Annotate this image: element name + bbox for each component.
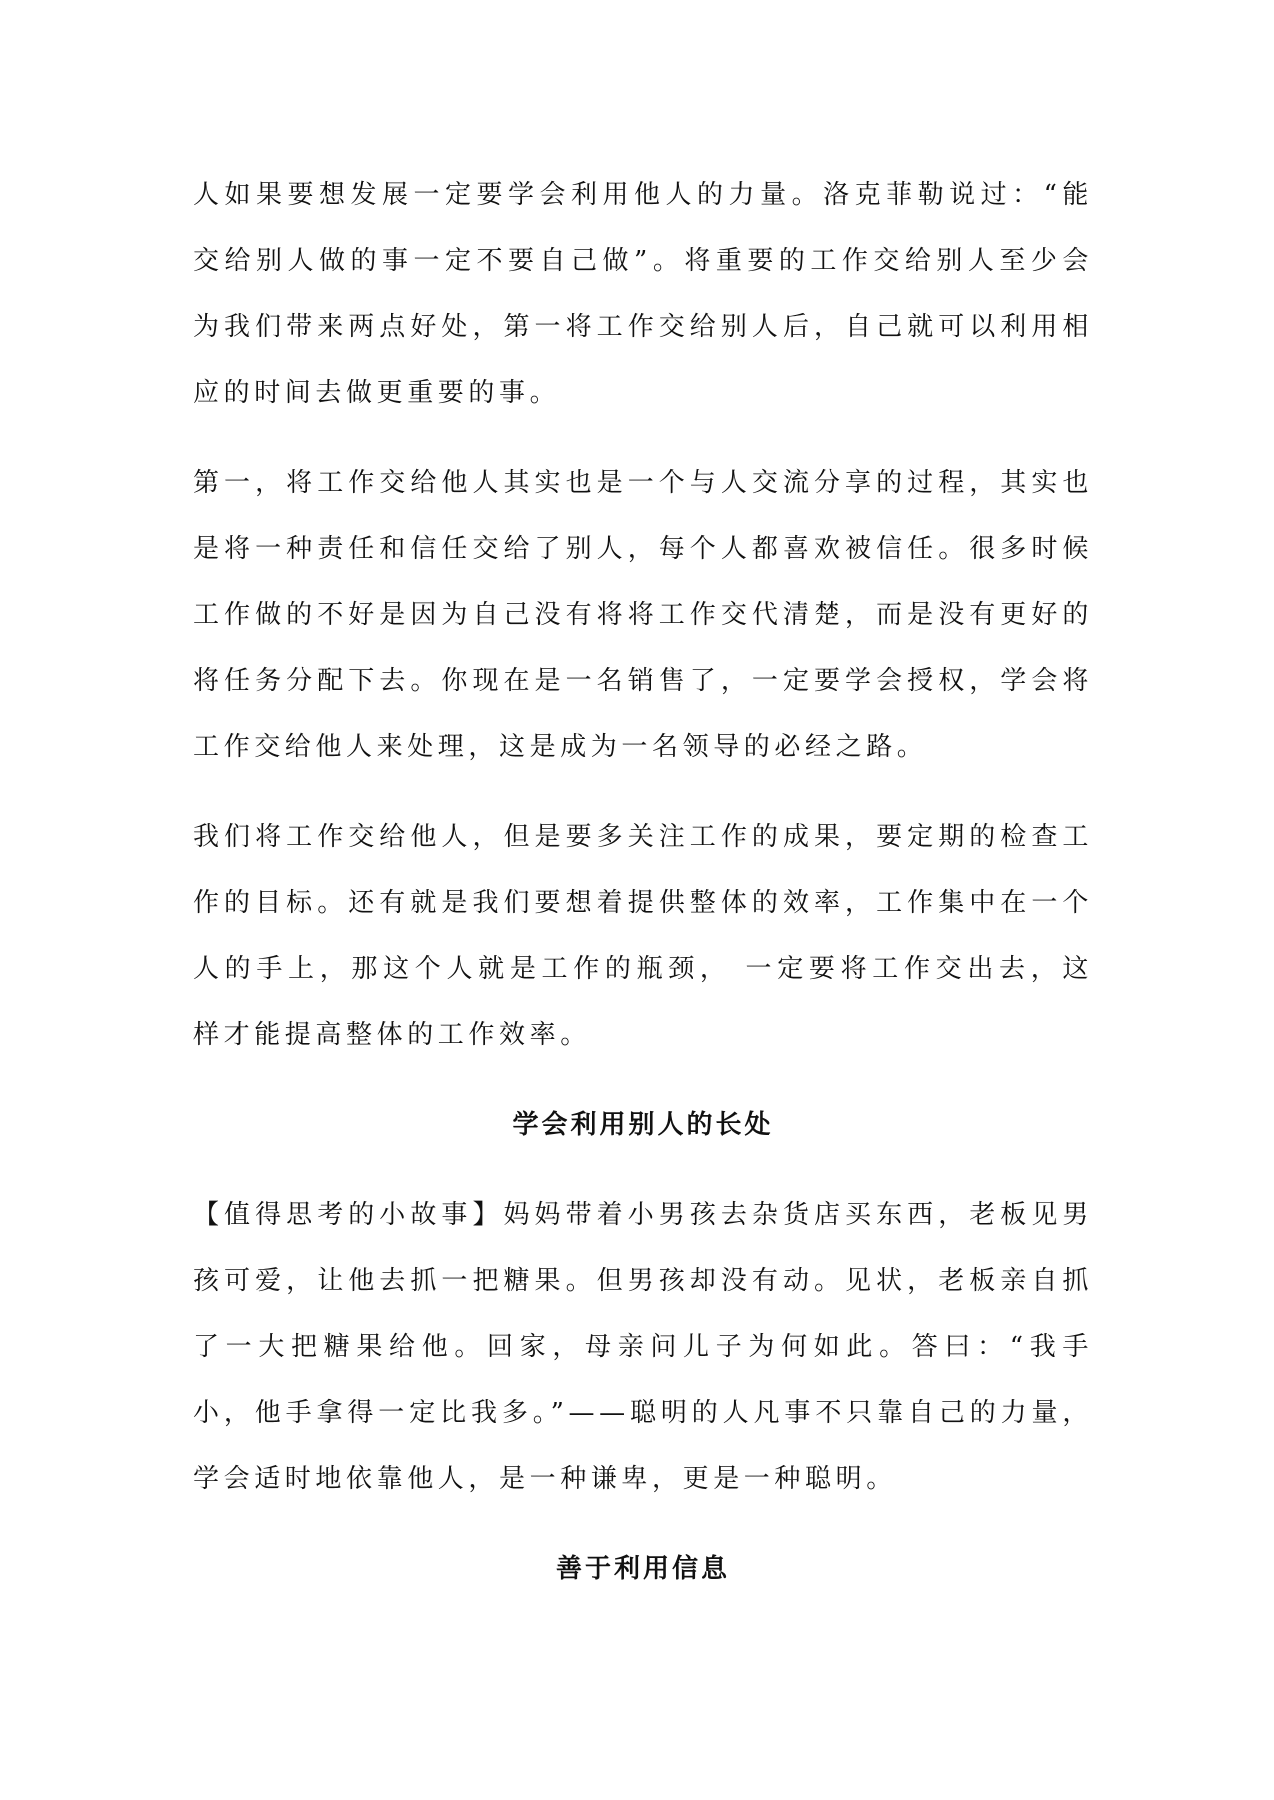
document-body bbox=[193, 162, 1093, 1602]
paragraph-1: 人如果要想发展一定要学会利用他人的力量。洛克菲勒说过：“能交给别人做的事一定不要自己做”。将重要的工作交给别人至少会为我们带来两点好处，第一将工作交给别人后，自己就可以利用相应的时间去做更重要的事。 bbox=[193, 180, 1093, 408]
paragraph-3: 我们将工作交给他人，但是要多关注工作的成果，要定期的检查工作的目标。还有就是我们要想着提供整体的效率，工作集中在一个人的手上，那这个人就是工作的瓶颈， 一定要将工作交出去，这样才能提高整体的工作效率。 bbox=[193, 822, 1093, 1050]
section-heading-1: 学会利用别人的长处 bbox=[512, 1110, 774, 1140]
story-paragraph: 【值得思考的小故事】妈妈带着小男孩去杂货店买东西，老板见男孩可爱，让他去抓一把糖果。但男孩却没有动。见状，老板亲自抓了一大把糖果给他。回家，母亲问儿子为何如此。答曰：“我手小，他手拿得一定比我多。”——聪明的人凡事不只靠自己的力量，学会适时地依靠他人，是一种谦卑，更是一种聪明。 bbox=[193, 1200, 1093, 1494]
paragraph-2: 第一，将工作交给他人其实也是一个与人交流分享的过程，其实也是将一种责任和信任交给了别人，每个人都喜欢被信任。很多时候工作做的不好是因为自己没有将将工作交代清楚，而是没有更好的将任务分配下去。你现在是一名销售了，一定要学会授权，学会将工作交给他人来处理，这是成为一名领导的必经之路。 bbox=[193, 468, 1093, 762]
section-heading-2: 善于利用信息 bbox=[555, 1554, 730, 1584]
